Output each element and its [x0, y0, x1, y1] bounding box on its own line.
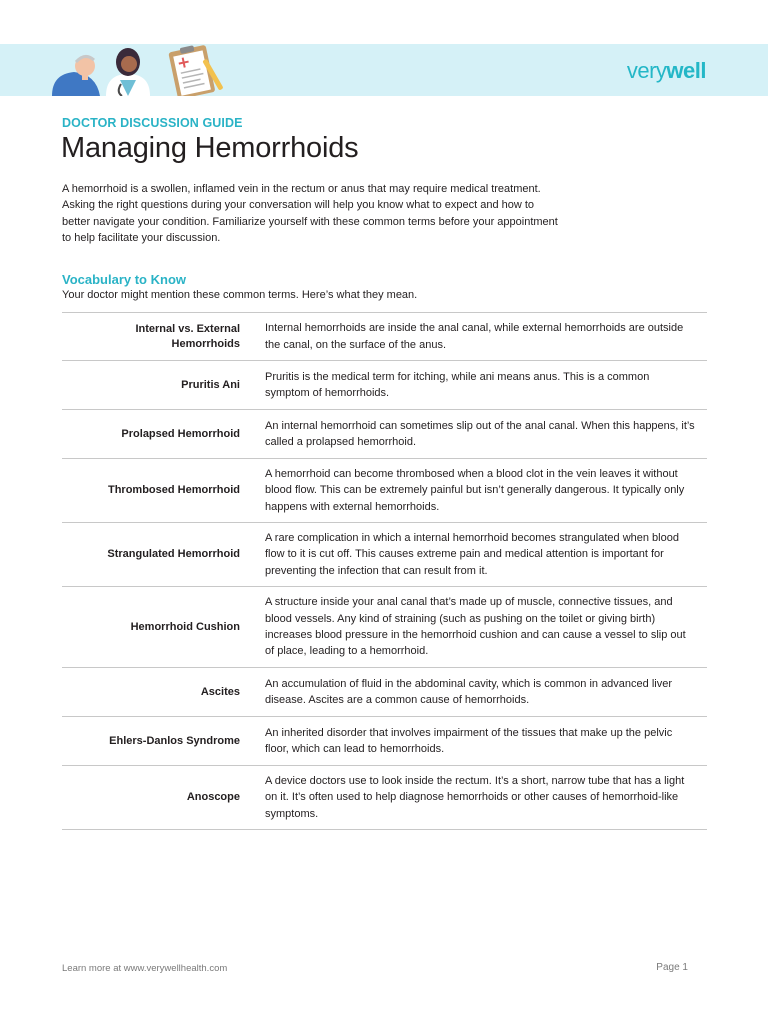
- verywell-logo: verywell: [626, 58, 706, 83]
- doctor-patient-illustration: [0, 44, 240, 96]
- vocab-row-thrombosed: [62, 459, 707, 523]
- footer-learn-more-link[interactable]: Learn more at www.verywellhealth.com: [62, 963, 228, 974]
- vocab-row-cushion: [62, 587, 707, 668]
- vocabulary-table: [62, 312, 707, 830]
- vocab-term: Anoscope: [186, 791, 240, 803]
- vocab-definition: A device doctors use to look inside the rectum. It’s a short, narrow tube that has a light on it. It’s often used to help diagnose hemorrhoids or other causes of hemorrhoid-like symptoms.: [265, 775, 685, 820]
- vocabulary-heading: Vocabulary to Know: [62, 272, 186, 287]
- vocab-term: Thrombosed Hemorrhoid: [107, 484, 240, 496]
- vocab-term: Pruritis Ani: [181, 378, 240, 391]
- vocab-definition: An internal hemorrhoid can sometimes slip out of the anal canal. When this happens, it’s called a prolapsed hemorrhoid.: [265, 419, 695, 448]
- vocab-row-prolapsed: [62, 410, 707, 459]
- vocab-term: Ehlers-Danlos Syndrome: [109, 734, 240, 747]
- vocab-definition: A structure inside your anal canal that’s made up of muscle, connective tissues, and blood vessels. Any kind of straining (such as pushing on the toilet or giving birth) increases blood pressure in the hemorrhoid cushion and can cause a vessel to slip out of place, leading to a hemorrhoid.: [265, 596, 686, 658]
- vocab-definition: Pruritis is the medical term for itching, while ani means anus. This is a common symptom of hemorrhoids.: [265, 370, 650, 399]
- vocab-row-pruritis-ani: [62, 361, 707, 410]
- page-title: Managing Hemorrhoids: [61, 132, 359, 164]
- vocab-definition: An accumulation of fluid in the abdominal cavity, which is common in advanced liver disease. Ascites are a common cause of hemorrhoids.: [265, 677, 672, 706]
- vocab-definition: An inherited disorder that involves impairment of the tissues that make up the pelvic floor, which can lead to hemorrhoids.: [265, 726, 673, 755]
- vocab-row-ascites: [62, 668, 707, 717]
- vocab-definition: A rare complication in which a internal hemorrhoid becomes strangulated when blood flow to it is cut off. This causes extreme pain and medical attention is important for preventing the infection that can result from it.: [265, 532, 679, 577]
- vocab-definition: Internal hemorrhoids are inside the anal canal, while external hemorrhoids are outside the canal, on the surface of the anus.: [265, 322, 684, 351]
- vocab-term: Hemorrhoid Cushion: [130, 620, 240, 633]
- patient-figure-icon: [52, 56, 100, 96]
- vocab-row-ehlers-danlos: [62, 717, 707, 766]
- vocabulary-subheading: Your doctor might mention these common terms. Here’s what they mean.: [62, 289, 418, 301]
- intro-paragraph: A hemorrhoid is a swollen, inflamed vein in the rectum or anus that may require medical treatment. Asking the right questions during your conversation will help you know what to expect and how to better navigate your condition. Familiarize yourself with these common terms before your appointment to help facilitate your discussion.: [62, 183, 558, 244]
- vocab-term: Ascites: [200, 685, 240, 698]
- page-number: Page 1: [656, 962, 688, 973]
- vocab-term: Strangulated Hemorrhoid: [107, 548, 240, 560]
- header-banner: [0, 44, 768, 96]
- vocab-term: Prolapsed Hemorrhoid: [121, 427, 240, 440]
- vocab-row-internal-external: [62, 313, 707, 361]
- vocab-row-strangulated: [62, 523, 707, 587]
- doctor-figure-icon: [106, 48, 150, 96]
- guide-kicker: DOCTOR DISCUSSION GUIDE: [62, 116, 243, 130]
- vocab-term: Internal vs. External Hemorrhoids: [135, 322, 240, 350]
- vocab-definition: A hemorrhoid can become thrombosed when a blood clot in the vein leaves it without blood flow. This can be extremely painful but isn’t generally dangerous. It typically only happens with external hemorrhoids.: [265, 468, 685, 513]
- vocab-row-anoscope: [62, 766, 707, 830]
